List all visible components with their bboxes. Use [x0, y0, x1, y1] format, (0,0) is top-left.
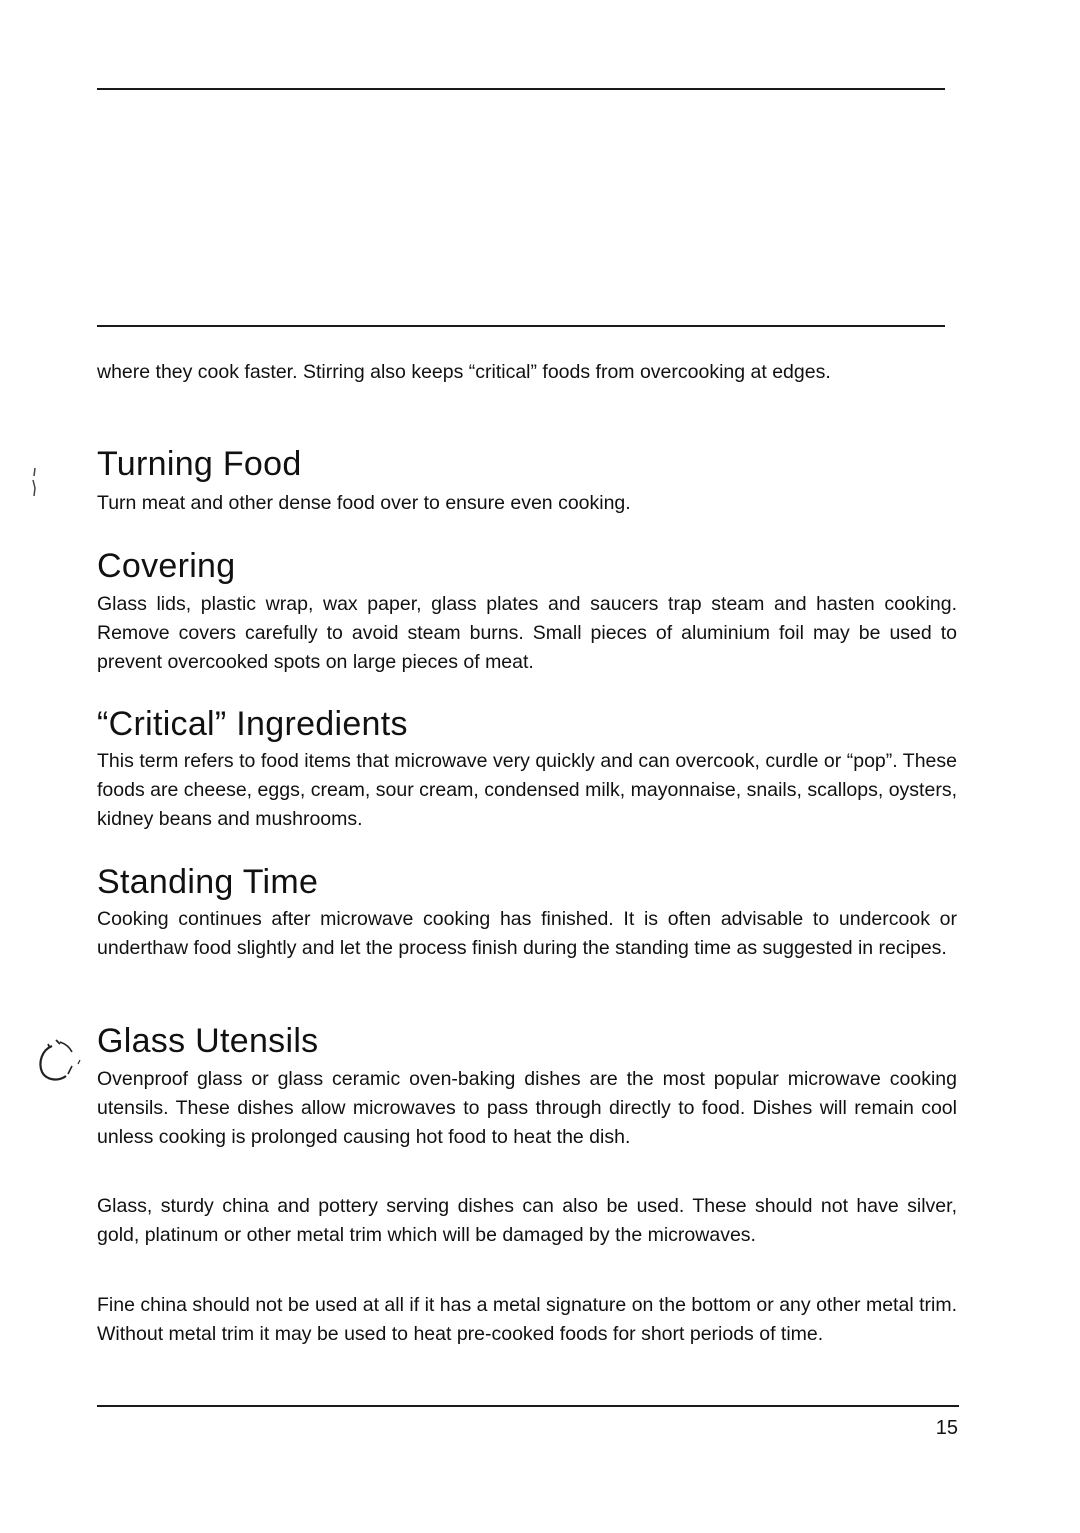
heading-covering: Covering	[97, 547, 236, 585]
page-number: 15	[935, 1417, 958, 1439]
paragraph-critical-ingredients: This term refers to food items that microwave very quickly and can overcook, curdle or “pop”. These foods are cheese, eggs, cream, sour cream, condensed milk, mayonnaise, snails, scallops, oysters, kidney beans and mushrooms.	[97, 750, 957, 830]
intro-text: where they cook faster. Stirring also keeps “critical” foods from overcooking at edges.	[97, 361, 831, 383]
binder-hole-icon	[30, 1036, 94, 1088]
heading-critical-ingredients: “Critical” Ingredients	[97, 705, 408, 743]
paragraph-covering: Glass lids, plastic wrap, wax paper, glass plates and saucers trap steam and hasten cooking. Remove covers carefully to avoid steam burns. Small pieces of aluminium foil may be used to prevent overcooked spots on large pieces of meat.	[97, 593, 957, 673]
heading-glass-utensils: Glass Utensils	[97, 1022, 319, 1060]
image-area-bottom-rule	[97, 325, 945, 327]
top-rule	[97, 88, 945, 90]
paragraph-glass-utensils-1: Ovenproof glass or glass ceramic oven-baking dishes are the most popular microwave cooking utensils. These dishes allow microwaves to pass through directly to food. Dishes will remain cool unless cooking is prolonged causing hot food to heat the dish.	[97, 1068, 957, 1148]
paragraph-turning-food: Turn meat and other dense food over to ensure even cooking.	[97, 492, 631, 514]
bottom-rule	[97, 1405, 959, 1407]
heading-standing-time: Standing Time	[97, 863, 319, 901]
margin-scan-mark-small	[28, 466, 40, 500]
paragraph-glass-utensils-3: Fine china should not be used at all if it has a metal signature on the bottom or any other metal trim. Without metal trim it may be used to heat pre-cooked foods for short periods of time.	[97, 1294, 957, 1345]
paragraph-standing-time: Cooking continues after microwave cooking has finished. It is often advisable to undercook or underthaw food slightly and let the process finish during the standing time as suggested in recipes.	[97, 908, 957, 959]
heading-turning-food: Turning Food	[97, 445, 302, 483]
paragraph-glass-utensils-2: Glass, sturdy china and pottery serving dishes can also be used. These should not have silver, gold, platinum or other metal trim which will be damaged by the microwaves.	[97, 1195, 957, 1246]
